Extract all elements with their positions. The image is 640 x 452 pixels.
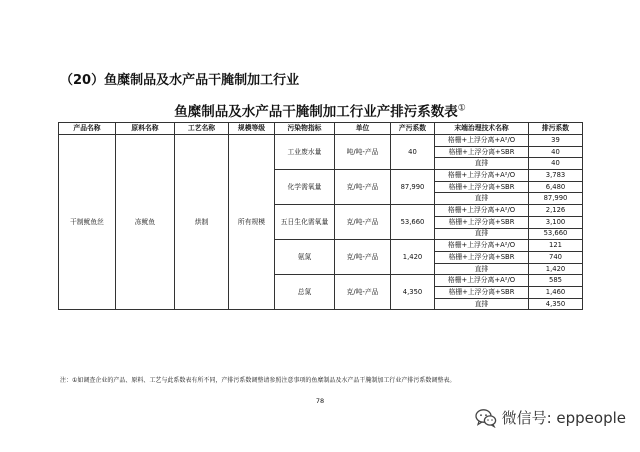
treatment-cell: 格栅+上浮分离+A²/O (435, 205, 529, 217)
scale-cell: 所有规模 (229, 135, 275, 310)
treatment-cell: 直排 (435, 158, 529, 170)
wechat-icon (475, 408, 497, 428)
header-process: 工艺名称 (175, 123, 229, 135)
header-discharge: 排污系数 (529, 123, 583, 135)
page-number: 78 (315, 397, 325, 405)
section-heading: （20）鱼糜制品及水产品干腌制加工行业 (60, 73, 300, 88)
treatment-cell: 直排 (435, 228, 529, 240)
treatment-cell: 格栅+上浮分离+SBR (435, 251, 529, 263)
unit-cell: 克/吨-产品 (335, 205, 391, 240)
product-cell: 干制鱿鱼丝 (59, 135, 116, 310)
process-cell: 烘制 (175, 135, 229, 310)
discharge-cell: 53,660 (529, 228, 583, 240)
table-footnote: 注：①如调查企业的产品、原料、工艺与此系数表有所不同，产排污系数调整请参照注意事项的鱼糜制品及水产品干腌制加工行业产排污系数调整表。 (60, 377, 456, 384)
unit-cell: 克/吨-产品 (335, 240, 391, 275)
table-title (0, 100, 640, 120)
discharge-cell: 3,100 (529, 216, 583, 228)
treatment-cell: 直排 (435, 263, 529, 275)
wechat-watermark (475, 407, 626, 428)
treatment-cell: 格栅+上浮分离+SBR (435, 146, 529, 158)
generation-cell: 4,350 (391, 275, 435, 310)
discharge-cell: 3,783 (529, 170, 583, 182)
unit-cell: 克/吨-产品 (335, 275, 391, 310)
table-header-row (59, 123, 583, 135)
discharge-cell: 4,350 (529, 298, 583, 310)
raw-material-cell: 冻鱿鱼 (116, 135, 175, 310)
discharge-cell: 1,460 (529, 286, 583, 298)
unit-cell: 克/吨-产品 (335, 170, 391, 205)
unit-cell: 吨/吨-产品 (335, 135, 391, 170)
discharge-cell: 1,420 (529, 263, 583, 275)
discharge-cell: 40 (529, 146, 583, 158)
pollutant-cell: 总氮 (275, 275, 335, 310)
generation-cell: 1,420 (391, 240, 435, 275)
header-product: 产品名称 (59, 123, 116, 135)
treatment-cell: 格栅+上浮分离+A²/O (435, 275, 529, 287)
emission-coefficient-table (58, 122, 583, 310)
header-raw-material: 原料名称 (116, 123, 175, 135)
treatment-cell: 格栅+上浮分离+SBR (435, 181, 529, 193)
discharge-cell: 2,126 (529, 205, 583, 217)
discharge-cell: 39 (529, 135, 583, 147)
treatment-cell: 直排 (435, 193, 529, 205)
header-generation: 产污系数 (391, 123, 435, 135)
discharge-cell: 6,480 (529, 181, 583, 193)
treatment-cell: 直排 (435, 298, 529, 310)
table-title-text: 鱼糜制品及水产品干腌制加工行业产排污系数表 (174, 104, 458, 120)
discharge-cell: 585 (529, 275, 583, 287)
header-treatment: 末端治理技术名称 (435, 123, 529, 135)
treatment-cell: 格栅+上浮分离+SBR (435, 286, 529, 298)
watermark-text: 微信号: eppeople (501, 409, 626, 427)
treatment-cell: 格栅+上浮分离+A²/O (435, 240, 529, 252)
pollutant-cell: 五日生化需氧量 (275, 205, 335, 240)
header-pollutant: 污染物指标 (275, 123, 335, 135)
pollutant-cell: 化学需氧量 (275, 170, 335, 205)
treatment-cell: 格栅+上浮分离+A²/O (435, 170, 529, 182)
header-scale: 规模等级 (229, 123, 275, 135)
pollutant-cell: 氨氮 (275, 240, 335, 275)
treatment-cell: 格栅+上浮分离+SBR (435, 216, 529, 228)
discharge-cell: 740 (529, 251, 583, 263)
generation-cell: 53,660 (391, 205, 435, 240)
generation-cell: 40 (391, 135, 435, 170)
pollutant-cell: 工业废水量 (275, 135, 335, 170)
table-row (59, 135, 583, 147)
table-title-note-mark: ① (457, 103, 466, 114)
generation-cell: 87,990 (391, 170, 435, 205)
discharge-cell: 87,990 (529, 193, 583, 205)
treatment-cell: 格栅+上浮分离+A²/O (435, 135, 529, 147)
discharge-cell: 40 (529, 158, 583, 170)
discharge-cell: 121 (529, 240, 583, 252)
header-unit: 单位 (335, 123, 391, 135)
